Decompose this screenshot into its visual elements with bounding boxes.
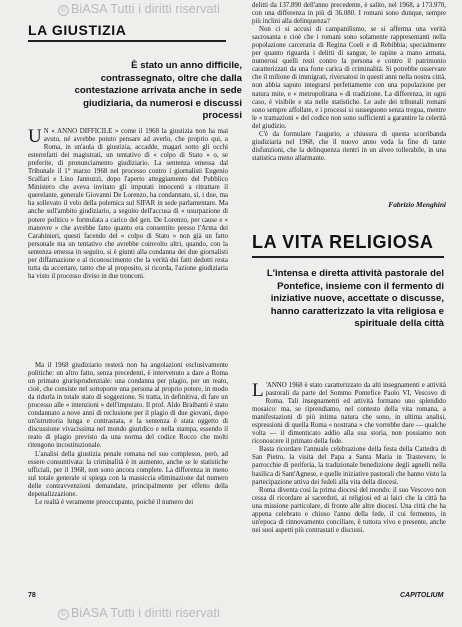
paragraph: L 'ANNO 1968 è stato caratterizzato da alti insegnamenti e attività pastorali da parte del Sommo Pontefice Paolo VI, Vescovo di Roma. Tali insegnamenti ed attività formano uno splendido mosaico: ma, se riprendiamo, nel contesto della vita romana, a manifestazioni di più intima natura che sono, in ultima analisi, espressioni di quella Roma « nostrana » che vorrebbe dare — qualche volta — il dimenticato addio alla sua storia, non possiamo non riconoscere il primato della fede. <box>252 382 446 446</box>
article-body-religiosa <box>252 382 446 592</box>
paragraph: Roma diventa così la prima diocesi del mondo: il suo Vescovo non cessa di ricordare ai sacerdoti, ai religiosi ed ai laici che la città ha una missione particolare, di fronte alle altre diocesi. Una città che ha appena celebrato e chiuso l'anno della fede, il cui fermento, in un'epoca di rinnovamento conciliare, è tuttora vivo e presente, anche nei suoi aspetti più contrastati e discussi. <box>252 486 446 534</box>
paragraph: Ma il 1968 giudiziario resterà non ha angolazioni esclusivamente politiche: un altro fatto, senza precedenti, è intervenuto a dare a Roma un primato giurisprudenziale: una condanna per plagio, per un reato, cioè, che consiste nel sottoporre una persona al proprio potere, in modo da ridurla in totale stato di soggezione. Si tratta, in definitiva, di fare un processo alle « intenzioni » dell'imputato. Il prof. Aldo Braibanti è stato condannato a nove anni di reclusione per il plagio di due giovani, dopo un'istruttoria lunga e contrastata, e la sentenza è stata oggetto di discussione vivacissima nel mondo giuridico e nella stampa, essendo il reato di plagio previsto da una norma del codice Rocco che molti ritengono incostituzionale. <box>28 362 228 450</box>
watermark-top <box>58 2 220 16</box>
paragraph: U N « ANNO DIFFICILE » come il 1968 la giustizia non ha mai avuto, né avrebbe potuto pensare ad averlo, che proprio qui, a Roma, in un'aula di giustizia, accadde, magari sotto gli occhi esterrefatti dei magistrati, un tentativo di « colpo di Stato » o, se preferite, di pronunciamento giudiziario. La sentenza emessa dal Tribunale il 1° marzo 1968 nel processo contro i giornalisti Eugenio Scalfari e Lino Jannuzzi, dopo l'aperto atteggiamento del Pubblico Ministero che aveva invitato gli imputati innocenti a ritrattare il querelante, generale Giovanni De Lorenzo, ha condannato, sì, i due, ma ha sollevato il velo della polemica sul SIFAR in sede parlamentare. Ma anche sull'ambito giudiziario, a seguito dell'accusa di « usurpazione di potere politico » formulata a carico del gen. De Lorenzo, per cause e « manovre » che avrebbe fatto quanto era consentito presso l'Arma dei Carabinieri, questi facendo del « colpo di Stato » non già un fatto personale ma un tentativo che avrebbe coinvolto altri, quando, con la sentenza emessa in seguito, si è giunti alla condanna dei due giornalisti per diffamazione e al riconoscimento che la verità dei fatti dedotti resta tutta da accertare, tanto che al proposito, si ricorda, l'azione giudiziaria ha visto il processo diviso in due tronconi. <box>28 128 228 280</box>
article-body-giustizia-continued <box>252 2 446 230</box>
magazine-name: CAPITOLIUM <box>400 592 444 599</box>
paragraph: Basta ricordare l'annuale celebrazione della festa della Cattedra di San Pietro, la visita del Papa a Santa Maria in Trastevere, le parrocchie di periferia, la tradizionale benedizione degli agnelli nella basilica di Sant'Agnese, e quelle iniziative pastorali che hanno visto la partecipazione attiva dei fedeli alla vita della diocesi. <box>252 446 446 486</box>
drop-cap: L <box>252 382 264 401</box>
watermark-bottom <box>58 606 220 620</box>
watermark-text: BiASA Tutti i diritti riservati <box>71 2 220 16</box>
article-title-giustizia: LA GIUSTIZIA <box>28 22 127 38</box>
article-deck-giustizia: È stato un anno difficile, contrassegnato, oltre che dalla contestazione arrivata anche in sede giudiziaria, da numerosi e discussi processi <box>74 60 242 122</box>
article-body-giustizia-part1 <box>28 128 228 362</box>
page-number: 78 <box>28 592 36 599</box>
article-body-giustizia-part2 <box>28 362 228 590</box>
author-signature: Fabrizio Menghini <box>388 200 446 209</box>
title-rule <box>28 40 226 42</box>
paragraph: Le realtà è veramente preoccupante, poiché il numero dei <box>35 498 194 506</box>
article-title-religiosa: LA VITA RELIGIOSA <box>252 232 434 252</box>
paragraph: delitti da 137.890 dell'anno precedente, è salito, nel 1968, a 173.970, con una differenza in più di 36.080. I romani sono dunque, sempre più inclini alla delinquenza? <box>252 2 446 26</box>
paragraph: L'analisi della giustizia penale romana nel suo complesso, però, ad essere consuntivata: la criminalità è in aumento, anche se le statistiche ufficiali, per il 1968, non sono ancora complete. La differenza in meno sul totale generale si spiega con la massiccia eliminazione dal numero delle contravvenzioni demandate, principalmente per effetto della depenalizzazione. <box>28 450 228 498</box>
title-rule <box>252 256 444 258</box>
copyright-icon: © <box>58 609 69 620</box>
copyright-icon: © <box>58 5 69 16</box>
paragraph: C'è da formulare l'augurio, a chiusura di questa scorribanda giudiziaria nel 1968, che il nuovo anno veda la fine di tante disfunzioni, che la delinquenza rientri in un alveo tollerabile, in una statistica meno allarmante. <box>252 130 446 162</box>
article-deck-religiosa: L'intensa e diretta attività pastorale del Pontefice, insieme con il fermento di iniziative nuove, accettate o discusse, hanno caratterizzato la vita religiosa e spirituale della città <box>266 268 444 330</box>
paragraph: Non ci si accusi di campanilismo, se si afferma una verità sacrosanta e cioè che i romani sono solamente rappresentanti nella popolazione carceraria di Regina Coeli e di Rebibbia; specialmente per quanto riguarda i delitti di sangue, le rapine a mano armata, numerosi quelli resti contro la persona e contro il patrimonio caratterizzati da una forte carica di criminalità. Si potrebbe osservare che il milione di immigrati, riversatosi in questi anni nella nostra città, non abbia saputo integrarsi perfettamente con una popolazione per natura mite, e « metropolitana » di tradizione. La differenza, in ogni caso, è visibile e sta nelle statistiche. Le aule dei tribunali romani sono sempre affollate, e i processi si susseguono senza tregua, mentre le « tramazioni » del codice non sono sufficienti a garantire la celerità del giudizio. <box>252 26 446 130</box>
drop-cap: U <box>28 128 42 147</box>
watermark-text: BiASA Tutti i diritti riservati <box>71 606 220 620</box>
